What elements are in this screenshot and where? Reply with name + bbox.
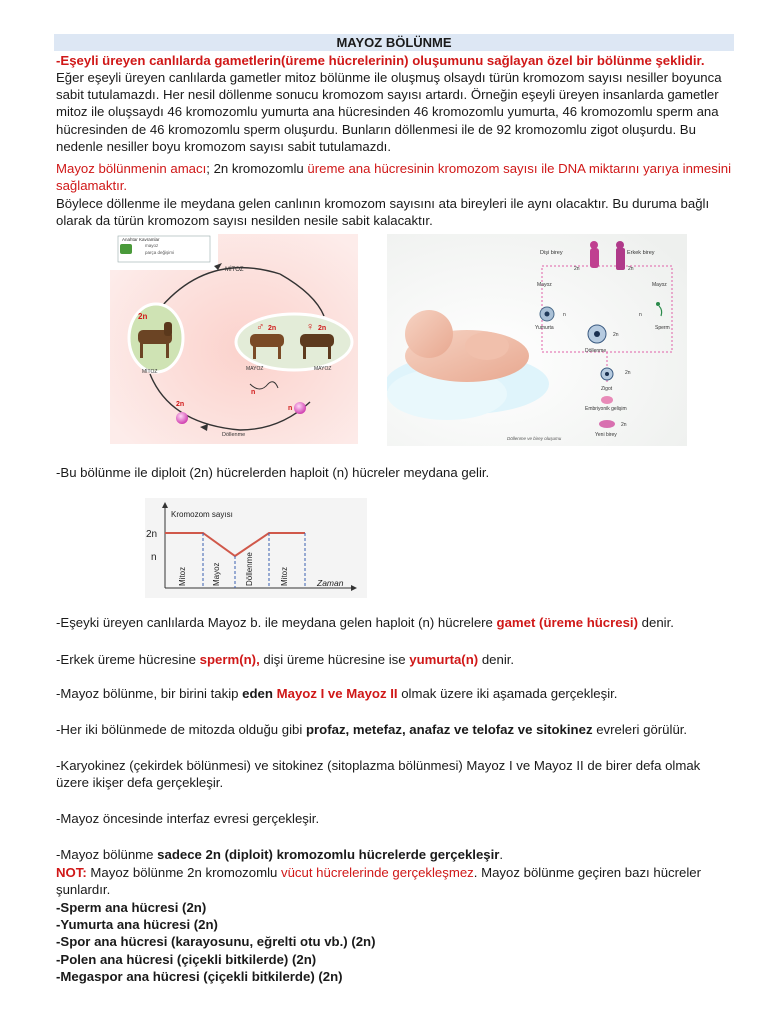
diploid-term: sadece 2n (diploit) kromozomlu hücrelerde gerçekleşir	[157, 847, 500, 862]
legend-title: Anahtar Kavramlar	[122, 237, 160, 242]
chart-title: Kromozom sayısı	[171, 510, 233, 519]
legend-crossing-over: parça değişimi	[145, 250, 175, 255]
list-item: -Megaspor ana hücresi (çiçekli bitkilerde) (2n)	[56, 968, 343, 984]
label-embryonic: Embriyonik gelişim	[585, 406, 627, 412]
label-zigot: Zigot	[601, 386, 613, 392]
gamete-text-c: denir.	[638, 615, 674, 630]
sperm-text-c: dişi üreme hücresine ise	[259, 652, 410, 667]
life-cycle-figure	[110, 234, 358, 444]
label-sperm: Sperm	[655, 325, 670, 331]
list-item: -Yumurta ana hücresi (2n)	[56, 917, 218, 933]
stages-text-b: eden	[242, 686, 277, 701]
purpose-mid: ; 2n kromozomlu	[206, 161, 308, 176]
label-dollenme: Döllenme	[222, 432, 246, 438]
label-mayoz-2: MAYOZ	[314, 366, 332, 372]
phases-text-c: evreleri görülür.	[592, 722, 688, 737]
label-2n-left: 2n	[138, 312, 148, 321]
karyokinesis-paragraph: -Karyokinez (çekirdek bölünmesi) ve sitokinez (sitoplazma bölünmesi) Mayoz I ve Mayoz II de birer defa olmak üzere ikişer defa gerçekleşir.	[56, 758, 701, 791]
label-new-individual: Yeni birey	[595, 432, 617, 438]
gamete-term: gamet (üreme hücresi)	[496, 615, 638, 630]
label-mayoz-right: Mayoz	[652, 282, 667, 288]
stages-text-d: olmak üzere iki aşamada gerçekleşir.	[397, 686, 618, 701]
label-yumurta: Yumurta	[535, 325, 554, 331]
label-mitoz-top: MİTOZ	[225, 267, 244, 273]
sperm-text-a: -Erkek üreme hücresine	[56, 652, 200, 667]
stages-term: Mayoz I ve Mayoz II	[276, 686, 398, 701]
purpose-text: üreme ana hücresinin kromozom sayısı ile DNA miktarını yarıya inmesini sağlamaktır.	[56, 161, 732, 194]
label-n-sperm: n	[251, 389, 256, 396]
constancy-paragraph: Böylece döllenme ile meydana gelen canlının kromozom sayısını ata bireyleri ile aynı olacaktır. Bu duruma bağlı olarak da türün kromozom sayısı nesilden nesile sabit kalacaktır.	[56, 196, 710, 229]
phases-line	[56, 721, 736, 738]
y-tick-n: n	[151, 552, 157, 563]
cell-list	[56, 899, 736, 985]
male-figure-icon	[616, 248, 625, 270]
egg-term: yumurta(n)	[409, 652, 479, 667]
page-title: MAYOZ BÖLÜNME	[54, 34, 734, 51]
list-item: -Sperm ana hücresi (2n)	[56, 900, 207, 915]
label-2n-male: 2n	[268, 325, 277, 332]
diploid-only-line	[56, 846, 736, 863]
list-item: -Spor ana hücresi (karayosunu, eğrelti otu vb.) (2n)	[56, 934, 376, 950]
embryo-icon	[601, 396, 613, 404]
label-2n-male: 2n	[628, 266, 634, 272]
label-2n-female: 2n	[574, 266, 580, 272]
x-category-label: Mayoz	[212, 562, 221, 586]
chromosome-series-line	[165, 533, 305, 556]
purpose-label: Mayoz bölünmenin amacı	[56, 161, 207, 176]
interphase-line: -Mayoz öncesinde interfaz evresi gerçekleşir.	[56, 811, 320, 826]
legend-mayoz: mayoz	[145, 243, 159, 248]
label-2n-new: 2n	[621, 422, 627, 428]
two-stages-line	[56, 685, 736, 702]
phases-text-a: -Her iki bölünmede de mitozda olduğu gibi	[56, 722, 306, 737]
life-cycle-diagram	[110, 234, 358, 444]
label-2n-zygote: 2n	[176, 401, 185, 408]
egg-icon	[294, 402, 306, 414]
label-dollenme: Döllenme	[585, 348, 607, 354]
note-paragraph	[56, 864, 736, 898]
label-n-egg: n	[563, 312, 566, 318]
note-text-b: Mayoz bölünme 2n kromozomlu	[86, 865, 281, 880]
sperm-text-e: denir.	[478, 652, 515, 667]
definition-line: -Eşeyli üreyen canlılarda gametlerin(üreme hücrelerinin) oluşumunu sağlayan özel bir bölünme şeklidir.	[56, 53, 705, 68]
note-term: vücut hücrelerinde gerçekleşmez	[281, 865, 474, 880]
label-mitoz-left: MİTOZ	[142, 369, 158, 375]
diploid-text-a: -Mayoz bölünme	[56, 847, 158, 862]
x-axis-label: Zaman	[317, 578, 344, 588]
zygote-icon	[176, 412, 188, 424]
label-mayoz-1: MAYOZ	[246, 366, 264, 372]
new-individual-icon	[599, 420, 615, 428]
stages-text-a: -Mayoz bölünme, bir birini takip	[56, 686, 243, 701]
fertilization-diagram	[387, 234, 687, 446]
female-figure-icon	[590, 248, 599, 268]
baby-fertilization-figure	[387, 234, 687, 446]
chromosome-chart	[145, 498, 367, 598]
intro-paragraph: Eğer eşeyli üreyen canlılarda gametler mitoz bölünme ile oluşmuş olsaydı türün kromozom sayısı nesiller boyunca sabit tutulamazdı. Her nesil döllenme sonucu kromozom sayısı artardı. Örneğin eşeyli üreyen insanlarda gametler mitoz ile oluşsaydı 46 kromozomlu yumurta ana hücresinden 46 kromozomlu yumurta, 46 kromozomlu sperm ana hücresinden de 46 kromozomlu sperm oluşurdu. Bunların döllenmesi ile de 92 kromozomlu zigot oluşurdu. Bu nedenle nesiller boyu kromozom sayısı sabit tutulamazdı.	[56, 70, 722, 154]
diploid-text-c: .	[499, 847, 504, 862]
gamete-line	[56, 614, 736, 631]
label-female-individual: Dişi birey	[540, 250, 563, 256]
label-n-egg: n	[288, 405, 293, 412]
chromosome-line-chart	[145, 498, 367, 598]
gamete-text-a: -Eşeyki üreyen canlılarda Mayoz b. ile meydana gelen haploit (n) hücrelere	[56, 615, 497, 630]
label-mayoz-left: Mayoz	[537, 282, 552, 288]
list-item: -Polen ana hücresi (çiçekli bitkilerde) (2n)	[56, 951, 317, 967]
label-male-individual: Erkek birey	[627, 250, 655, 256]
phases-term: profaz, metefaz, anafaz ve telofaz ve sitokinez	[305, 722, 593, 737]
label-2n-fertilization: 2n	[613, 332, 619, 338]
male-symbol: ♂	[256, 321, 265, 333]
x-category-label: Mitoz	[178, 566, 187, 586]
label-2n-zygote: 2n	[625, 370, 631, 376]
sperm-egg-line	[56, 651, 736, 668]
label-n-sperm: n	[639, 312, 642, 318]
diploid-line: -Bu bölünme ile diploit (2n) hücrelerden haploit (n) hücreler meydana gelir.	[56, 465, 490, 480]
sperm-term: sperm(n),	[199, 652, 260, 667]
label-2n-female: 2n	[318, 325, 327, 332]
legend-key-icon	[120, 244, 132, 254]
note-text-d: . Mayoz bölünme geçiren bazı hücreler şunlardır.	[56, 865, 702, 898]
purpose-paragraph	[56, 160, 736, 194]
note-label: NOT:	[56, 865, 87, 880]
x-category-label: Döllenme	[245, 552, 254, 586]
y-tick-2n: 2n	[146, 529, 158, 540]
x-category-label: Mitoz	[280, 566, 289, 586]
figure-caption: Döllenme ve birey oluşumu	[507, 436, 562, 441]
female-symbol: ♀	[306, 321, 315, 333]
